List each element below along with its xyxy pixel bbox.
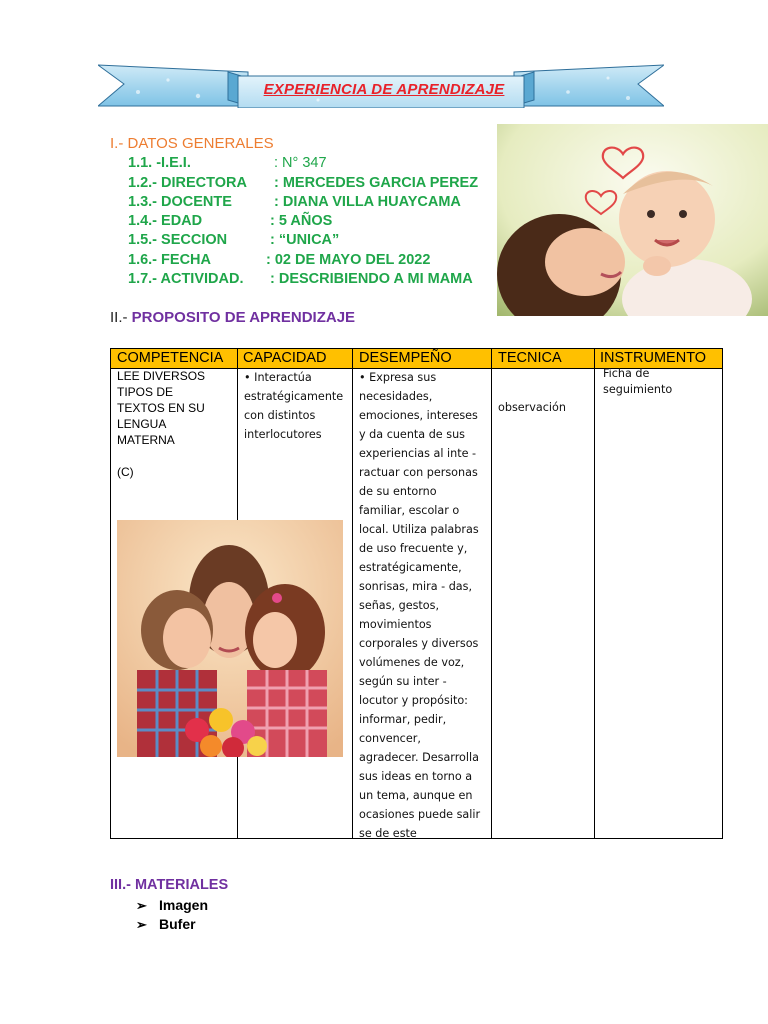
arrow-bullet-icon: ➢ — [136, 898, 147, 913]
section-datos-generales-title: I.- DATOS GENERALES — [110, 135, 274, 152]
desempeno-line: experiencias al inte - — [359, 447, 477, 460]
desempeno-line: ractuar con personas — [359, 466, 478, 479]
capacidad-line: interlocutores — [244, 428, 322, 441]
instrumento-line: seguimiento — [603, 383, 673, 396]
row-label: 1.2.- DIRECTORA — [128, 175, 247, 191]
desempeno-line: familiar, escolar o — [359, 504, 460, 517]
desempeno-line: sus ideas en torno a — [359, 770, 473, 783]
desempeno-line: movimientos — [359, 618, 432, 631]
header-instrumento: INSTRUMENTO — [600, 350, 707, 366]
desempeno-line: volúmenes de voz, — [359, 656, 465, 669]
column-divider — [491, 348, 492, 839]
cell-capacidad — [244, 368, 343, 444]
row-value: : 02 DE MAYO DEL 2022 — [266, 252, 431, 268]
row-value: : MERCEDES GARCIA PEREZ — [274, 175, 479, 191]
row-label: 1.4.- EDAD — [128, 213, 203, 229]
desempeno-line: señas, gestos, — [359, 599, 440, 612]
desempeno-line: informar, pedir, — [359, 713, 447, 726]
desempeno-line: y da cuenta de sus — [359, 428, 465, 441]
material-label: Imagen — [159, 897, 209, 913]
competencia-line: LENGUA — [117, 417, 167, 431]
cell-desempeno — [359, 368, 480, 843]
row-value: : “UNICA” — [270, 232, 340, 248]
desempeno-line: un tema, aunque en — [359, 789, 473, 802]
row-label: 1.1. -I.E.I. — [128, 155, 191, 171]
material-item — [136, 916, 196, 933]
desempeno-line: ocasiones puede salir — [359, 808, 481, 821]
arrow-bullet-icon: ➢ — [136, 917, 147, 932]
material-label: Bufer — [159, 916, 196, 932]
section-prefix: II.- — [110, 309, 132, 326]
column-divider — [594, 348, 595, 839]
header-desempeno: DESEMPEÑO — [359, 350, 452, 366]
competencia-line: TIPOS DE — [117, 385, 174, 399]
section-title-text: PROPOSITO DE APRENDIZAJE — [131, 309, 356, 326]
capacidad-line: • Interactúa — [244, 371, 312, 384]
section-proposito-title — [110, 309, 355, 326]
desempeno-line: se de este — [359, 827, 417, 840]
header-competencia: COMPETENCIA — [117, 350, 224, 366]
cell-competencia — [117, 368, 205, 448]
children-kissing-mother-photo — [117, 520, 343, 757]
section-materiales-title: III.- MATERIALES — [110, 877, 229, 893]
desempeno-line: sonrisas, mira - das, — [359, 580, 473, 593]
competencia-line: LEE DIVERSOS — [117, 369, 206, 383]
banner-title: EXPERIENCIA DE APRENDIZAJE — [263, 81, 505, 98]
header-tecnica: TECNICA — [498, 350, 562, 366]
competencia-tag: (C) — [117, 465, 134, 479]
column-divider — [352, 348, 353, 839]
desempeno-line: según su inter - — [359, 675, 447, 688]
desempeno-line: locutor y propósito: — [359, 694, 468, 707]
desempeno-line: local. Utiliza palabras — [359, 523, 479, 536]
capacidad-line: con distintos — [244, 409, 316, 422]
row-value: : DESCRIBIENDO A MI MAMA — [270, 271, 473, 287]
desempeno-line: • Expresa sus — [359, 371, 437, 384]
row-value: : DIANA VILLA HUAYCAMA — [274, 194, 461, 210]
cell-tecnica: observación — [498, 401, 566, 414]
row-label: 1.6.- FECHA — [128, 252, 211, 268]
row-label: 1.3.- DOCENTE — [128, 194, 232, 210]
desempeno-line: estratégicamente, — [359, 561, 462, 574]
cell-instrumento — [603, 366, 672, 398]
desempeno-line: de uso frecuente y, — [359, 542, 468, 555]
material-item — [136, 897, 208, 914]
row-value: : 5 AÑOS — [270, 213, 333, 229]
mother-baby-photo — [497, 124, 768, 316]
competencia-line: TEXTOS EN SU — [117, 401, 205, 415]
desempeno-line: necesidades, — [359, 390, 433, 403]
row-label: 1.5.- SECCION — [128, 232, 228, 248]
desempeno-line: de su entorno — [359, 485, 437, 498]
desempeno-line: agradecer. Desarrolla — [359, 751, 479, 764]
desempeno-line: emociones, intereses — [359, 409, 478, 422]
desempeno-line: corporales y diversos — [359, 637, 479, 650]
desempeno-line: convencer, — [359, 732, 421, 745]
instrumento-line: Ficha de — [603, 367, 650, 380]
capacidad-line: estratégicamente — [244, 390, 344, 403]
row-value: : N° 347 — [274, 155, 327, 171]
competencia-line: MATERNA — [117, 433, 175, 447]
header-capacidad: CAPACIDAD — [243, 350, 327, 366]
row-label: 1.7.- ACTIVIDAD. — [128, 271, 244, 287]
